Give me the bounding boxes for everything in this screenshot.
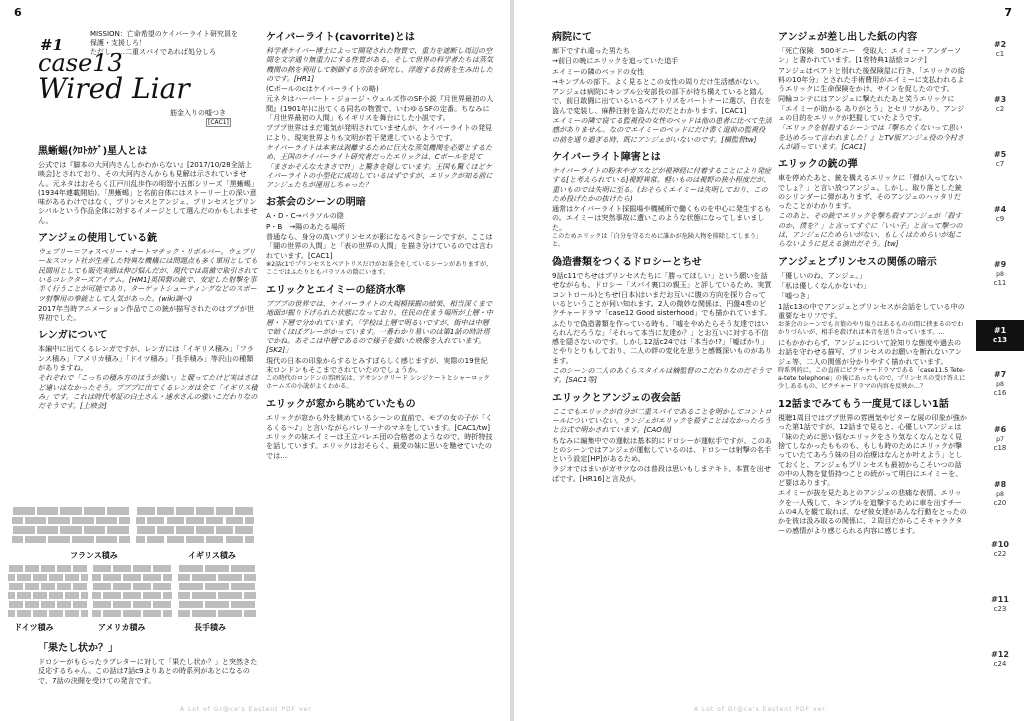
paragraph: 科学者ケイバー博士によって開発された物質で、重力を遮断し周辺の空間を文字通り無重力にする性質がある。そして世界の科学者たちは蒸気機関の熱を利用して制御する方法を研究し、浮遊する技術を生み出したのです。[HR1] [266,46,493,83]
brick [107,507,129,515]
tab-episode-label: #9 [993,260,1007,269]
brick [65,592,79,599]
heading-economy: エリックとエイミーの経済水準 [266,284,406,296]
brick [244,610,256,617]
brick [93,583,111,590]
brick [205,583,229,590]
case-header [20,30,240,145]
paragraph: 視聴1周目ではププ世界の雰囲気やピターな展の印象が強かった第1話ですが、12話まで見ると、心優しいアンジェは「妹のために思い悩むエリックをさり気なくなんとなく見捨てしなかったもものも、もしも時のためにエリックが撃っていたてあろう妹の目の治療はなんとか叶えよう」としておくと、アンジェもプリンセスも最初からこそいつの話の中の人物を覚悟持つことの続がって明白にエイミーを、ど要はあります。 [778,413,967,488]
left-column-1-bottom [38,642,258,712]
brick [153,583,171,590]
brick [113,583,131,590]
tab-episode-label: #6 [993,425,1007,434]
brick [37,526,59,534]
paragraph: プププの世界では、ケイバーライトの大規模採掘の結果、相当深くまで地面が掘り下げられた状態になっており、住民の住まう場所が上層・中層・下層で分かれています。「学校は上層で明るいですが、街中は中層で暗くほぼグレーがかっています。一番わかり易いのは第1話の時計塔でかね。あそこは中層であるので様子を描いた映像を入れています。[SK2]」 [266,298,493,355]
brick-wall-english [136,506,254,544]
tab-episode-label: #5 [993,150,1007,159]
paragraph: このシーンの二人のあくらスタイルは楠監督のこだわりなのだそうです。[SAC1等] [552,366,772,385]
brick [235,526,253,534]
brick [72,517,94,525]
left-column-1 [38,138,258,508]
brick [192,610,216,617]
heading-brick: レンガについて [38,330,108,342]
brick [25,583,39,590]
brick [57,565,71,572]
brick [235,507,253,515]
heading-kurotokage: 黒蜥蜴(ｸﾛﾄｶｹﾞ)星人とは [38,146,148,157]
brick [57,601,71,608]
brick [25,601,39,608]
brick [73,565,87,572]
brick [147,517,165,525]
paragraph: 普通なら、身分の高いプリンセスが影になるべきシーンですが、ここは「闇の世界の人間」と「表の世界の人間」を描き分けているのでは言われています。[CAC1] [266,232,493,260]
brick [179,565,203,572]
paragraph: ドロシーがもらったラブレターに対して「果たし状か？」と突然きた反応するちゃん。この話は7話c9よりあとの時系列があとになるので、7話の決闘を受けての発言です。 [38,657,258,685]
tab-cut-label: c23 [993,605,1007,613]
brick [123,610,141,617]
tab-episode-label: #2 [993,40,1007,49]
brick [143,592,161,599]
brick [73,601,87,608]
tab-episode[interactable] [976,595,1024,614]
brick [206,517,224,525]
paragraph: 車を停めたあと、銃を構えるエリックに「弾が入ってないでしょ？」と言い放つアンジェ。しかし、取り落とした銃のシリンダーに弾がありまず、そのアンジェのハッタリだったことがわかります。 [778,173,963,211]
paragraph: →前日の晩にエリックを追っていた追手 [552,56,679,66]
brick [157,526,175,534]
heading-cavorite: ケイバーライト(cavorrite)とは [266,32,415,43]
tab-cut-label: c9 [995,215,1005,223]
brick [136,536,145,544]
tab-cut-label: c16 [993,389,1007,397]
brick [65,574,79,581]
paragraph: 同輪コンテにはアンジェに撃たれたあと笑うエリックに「エイミーが助かる ありがとう」とセリフがあり、アンジェの目的をエリックが把握していたようです。 [778,94,965,123]
paragraph: 「優しいのね、アンジェ。」 [778,270,867,280]
brick [196,526,214,534]
paragraph: アンジェは病院にキンブル公安部長の部下が待ち構えていると踏んで、前日敢闘に出ているいるベアトリスをパートナーに選び、白衣を盗んで変装し、麻酔注射を盗んだのだとわかります。[CAC1] [552,87,772,115]
mission-line-2: 保護・支援しろ！ [90,39,146,47]
tab-episode-label: #3 [993,95,1007,104]
heading-relationship: アンジェとプリンセスの関係の暗示 [778,256,937,268]
brick [72,536,94,544]
brick [17,592,31,599]
tab-episode[interactable] [976,320,1024,351]
tab-episode[interactable] [976,260,1024,288]
episode-number: #1 [40,36,64,54]
brick [81,574,88,581]
brick [218,574,242,581]
tab-episode-label: #4 [993,205,1007,214]
brick [192,592,216,599]
paragraph: ※2話c1でプリンセスとベアトリスだけがお茶会をしているシーンがありますが、ここではふたりともパラソルの陰にいます。 [266,260,493,276]
tab-page-label: p8 [996,491,1004,498]
tab-episode[interactable] [976,150,1024,169]
brick-wall-german [8,564,88,618]
brick [205,601,229,608]
brick [196,507,214,515]
brick [96,536,118,544]
brick [133,583,151,590]
brick [49,574,63,581]
brick [231,601,255,608]
paragraph: A・D・C→パラソルの陰 [266,211,344,221]
brick [57,583,71,590]
brick [33,574,47,581]
brick [81,610,88,617]
tab-episode-label: #1 [993,326,1007,335]
brick-wall-stretcher [178,564,256,618]
brick [163,610,172,617]
paragraph: プププ世界はまだ電気が発明されていませんが、ケイバーライトの発見により、現実世界よりも文明が若干発達しているようです。 [266,123,493,142]
brick [8,610,15,617]
paragraph: 「私は優しくなんかないわ」 [778,280,871,290]
heading-bullet: エリックの銃の弾 [778,159,858,171]
paragraph: 2017年当時アニメーション作品でこの銃が描写されたのはププが世界初でした。 [38,303,255,323]
mission-line-3: ただし……二重スパイであれば処分しろ [90,48,216,56]
brick [216,526,234,534]
paragraph: 時系列的に、この直前にピクチャードラマである「case11.5 Tete-a-tete telephone」の後にあったもので、プリンセスの受け答えに少しあるもの、ピクチャードラマの内容を反映か…？ [778,367,966,391]
paragraph: エイミーが抜を見たあとのアンジェの悲痛な表情、エリックを一人残して、キンプルを追撃するために車を出すチームの4人を観て取れば、なぜ彼女達があんな行動をとったのかを彼は汲み取るの関係に、２周目だからこそキャラクターの感情がより感じられる内容に感じます。 [778,488,967,535]
left-footer: A Lot of Gr@ce's Eastent PDF ver. [180,706,315,713]
brick-wall-french [12,506,130,544]
brick [9,601,23,608]
tab-episode[interactable] [976,205,1024,224]
brick [13,526,35,534]
case-subtitle-ref: [CAC1] [208,119,229,126]
brick [226,536,244,544]
brick [41,601,55,608]
brick [84,526,106,534]
paragraph: 現代の日本の印象からするとみすぼらしく感じますが、実際の19世紀末ロンドンもそこまでされていたのでしょうか。 [266,355,488,375]
tab-cut-label: c11 [993,279,1007,287]
brick [37,507,59,515]
brick [206,536,224,544]
brick [176,526,194,534]
brick [143,574,161,581]
paragraph: アンジェはベアトと別れた後保険屋に行き、「エリックの給料の10年分」とされた手術費用がエイミーに支払われるようエリックに生命保険をかけ、サインを促したのです。 [778,65,965,94]
brick [17,574,31,581]
brick [137,507,155,515]
brick [178,574,190,581]
left-page-number: 6 [14,6,22,19]
brick [179,583,203,590]
brick [48,536,70,544]
paragraph: →キンプルの部下。よく見るとこの女性の周りだけ生活感がない。 [552,76,764,86]
brick [48,517,70,525]
brick [41,565,55,572]
tab-page-label: p7 [996,436,1004,443]
brick [73,583,87,590]
paragraph: P・B →陽のあたる場所 [266,221,345,231]
brick [92,574,101,581]
brick [41,583,55,590]
brick [49,610,63,617]
tab-episode-label: #12 [991,650,1009,659]
right-page [514,0,1024,721]
brick [123,592,141,599]
brick [25,517,47,525]
brick [153,601,171,608]
tab-cut-label: c1 [995,50,1005,58]
brick-wall-american [92,564,172,618]
paragraph: 「死亡保険 500ギニー 受取人：エイミー・アンダーソン」と書かれています。[1巻特典1話絵コンテ] [778,46,961,65]
brick [186,517,204,525]
tab-episode[interactable] [976,650,1024,669]
tab-episode[interactable] [976,370,1024,398]
brick [9,583,23,590]
heading-window: エリックが窓から眺めていたもの [266,399,416,411]
brick [133,565,151,572]
brick [81,592,88,599]
paragraph: 9話c11でちせはプリンセスたちに「勝ってほしい」という願いを話せながらも、ドロシー「スパイ裏口の親玉」と評しているため、実質コントロール)とちせ(日本)はいまだお互いに腹の方向を探り合っているということが伺い知れます。2人の微妙な関係は、円盤4巻のピクチャードラマ「case12 Good sisterhood」でも描かれています。 [552,271,772,318]
tab-episode[interactable] [976,40,1024,59]
paragraph: 「エリックを射殺するシーンでは『撃ちたくないって思いを込めろって言われました！』とTV版アンジェ役の今村さんが語っています。[CAC1] [778,123,964,151]
tab-episode-label: #7 [993,370,1007,379]
brick [137,526,155,534]
tab-episode-label: #11 [991,595,1009,604]
heading-night-talk: エリックとアンジェの夜会話 [552,392,681,404]
right-column-1 [552,24,772,712]
brick [92,610,101,617]
brick [157,507,175,515]
brick [244,592,256,599]
brick [103,574,121,581]
brick [65,610,79,617]
brick [153,565,171,572]
tab-cut-label: c2 [995,105,1005,113]
brick [147,536,165,544]
paragraph: ふたりで偽造書類を作っている時も、「嘘をやめたらそう友達ではいられんだろうな」「それって本当に友達か？」とお互いに対する不信感を隠さないのです。しかし12話c24では「本当か!?」「嘘ばかり」とやりとりもしており、二人の絆の変化を思うと感慨深いものがあります。 [552,318,772,365]
heading-gun: アンジェの使用している銃 [38,233,158,245]
brick [60,507,82,515]
heading-paper: アンジェが差し出した紙の内容 [778,32,918,43]
left-column-2 [266,24,494,712]
brick [33,592,47,599]
brick-label-german: ドイツ積み [14,623,54,632]
tab-episode-label: #10 [991,540,1009,549]
paragraph: 廊下ですれ違った男たち [552,46,631,55]
tab-cut-label: c13 [993,336,1007,344]
brick [93,601,111,608]
brick [226,517,244,525]
heading-tea-party: お茶会のシーンの明暗 [266,197,366,209]
brick [113,565,131,572]
tab-page-label: p8 [996,271,1004,278]
brick [103,610,121,617]
paragraph: エリックが窓から外を眺めているシーンの直前で、モブの女の子が「くるくる～♪」と言いながらバレリーナのマネをしています。[CAC1/tw]エリックの妹エイミーは王立バレエ団の合格者のようなので、時折特技を話しています。エリックはおそらく、最愛の妹に思いを馳せていたのでは… [266,413,493,460]
brick [13,507,35,515]
mission-line-1: MISSION：亡命希望のケイバーライト研究員を [90,30,238,38]
brick [25,536,47,544]
paragraph: このあと、その銃でエリックを撃ち殺すアンジェが「殺すのか、僕を？」と言ってすぐに「いい子」と言って撃つのは、アンジェにためらいがない、もしくはためらいが起こらないように見える演出だそう。[tw] [778,211,963,249]
tab-episode[interactable] [976,540,1024,559]
heading-rewatch: 12話までみてもう一度見てほしい1話 [778,399,949,411]
brick [107,526,129,534]
brick [205,565,229,572]
brick [167,517,185,525]
brick [25,565,39,572]
tab-page-label: p8 [996,381,1004,388]
brick [49,592,63,599]
heading-hospital: 病院にて [552,32,592,43]
brick-label-stretcher: 長手積み [194,623,226,632]
case-title: Wired Liar [38,72,190,105]
brick [60,526,82,534]
brick [133,601,151,608]
paragraph: ケイバーライトは本来は剥離するために巨大な蒸気機関を必要とするため、王国のケイバーライト研究者だったエリックは、Cボールを見て「まさかそんな大きさで?!」と驚きを隠しています。王国も驚くほどケイバーライトの小型化に成功しているはずですが、エリックが知る前にアンジェたちが運用しちゃった？ [266,142,493,190]
brick [245,536,254,544]
brick [176,507,194,515]
paragraph: ウェブリー＝フォスベリー・オートマチック・リボルバー。ウェブリー＆スコット社が生産した特異な機構には問題点も多く軍用としても民間用としても販売実績は伸び悩んだが、現代では高値で取引されているコレクターズアイテム。[HM1]英国製の銃で、安定した射撃を事半く行うことが可能であり、ターゲットシューティングなどのスポーツ射撃用の拳銃として人気があった。(wiki調べ) [38,247,258,303]
right-column-2 [778,24,968,712]
brick [12,536,23,544]
case-number: case13 [38,49,123,77]
brick-label-english: イギリス積み [188,551,236,560]
heading-hatashijou: 「果たし状か？」 [38,643,118,654]
brick [123,574,141,581]
tab-cut-label: c24 [993,660,1007,668]
tab-episode-label: #8 [993,480,1007,489]
paragraph: 「嘘つき」 [778,291,814,301]
paragraph: 1話c13の中でアンジェとプリンセスが会話をしている中の重要なセリフです。 [778,301,965,320]
paragraph: ラジオではまいがガサツなのは普段は思いもしまテキト、本質を出せばです。[HR16]と言及が。 [552,464,771,483]
brick [163,574,172,581]
left-page [0,0,510,721]
brick [245,517,254,525]
tab-cut-label: c7 [995,160,1005,168]
brick [9,565,23,572]
brick-label-american: アメリカ積み [98,623,146,632]
paragraph: エイミーの隣で寝てる監視役の女性のベッドは他の患者に比べて生活感がありません。なのでエイミーのベッドにだけ書く道前の監視役の前を通り過ぎる時、既にアンジェがいないのです。[構監督tw] [552,116,772,144]
brick [163,592,172,599]
paragraph: お茶会のシーンでも言葉のやり取りはあるものの間に挟まるのでわかりづらいが、相手を殺げれば本音を送り合っています。… [778,321,964,337]
heading-forged-documents: 偽造書類をつくるドロシーとちせ [552,257,702,269]
brick [119,536,130,544]
paragraph: ここでもエリックが自分が二重スパイであることを明かしてコントロールについていない、ランジェがエリックを殺すことはなかったろうと公式で明かされています。[CAO他] [552,406,772,435]
brick [186,536,204,544]
brick [33,610,47,617]
brick [103,592,121,599]
brick [96,517,118,525]
brick [167,536,185,544]
paragraph: ちなみに編集中での運転は基本的にドロシーが運転手ですが、このあとのシーンではアンジェが運転しているのは、ドロシーは射撃の名手という設定[HP]があるため。 [552,435,772,464]
brick [119,517,130,525]
brick [179,601,203,608]
right-footer: A Lot of Gr@ce's Eastent PDF ver. [694,706,829,713]
brick-illustrations [8,500,258,650]
brick [17,610,31,617]
tab-episode[interactable] [976,480,1024,508]
tab-cut-label: c22 [993,550,1007,558]
tab-episode[interactable] [976,425,1024,453]
brick [178,592,190,599]
paragraph: 通常はケイバーライト採掘場や機械所で働くものを中心に発生するもの。エイミーは突然事故に遭いこのような状態になってしまいました。 [552,204,772,232]
brick [136,517,145,525]
brick [12,517,23,525]
paragraph: (Cボールのcはケイバーライトの略) [266,84,379,94]
brick [231,565,255,572]
brick [113,601,131,608]
brick-label-french: フランス積み [70,551,118,560]
paragraph: にもかかわらず、アンジェについて詮知りな態度や過去のお話を守わせる描写、プリンセスのお願いを断れないアンジェ等、二人の関係が分かりやすく描かれています。 [778,338,962,366]
brick [192,574,216,581]
brick [93,565,111,572]
tab-episode[interactable] [976,95,1024,114]
paragraph: それぞれで「こっちの積み方のほうが強い」と競ってたけど実はさほど違いはなかったそう。プププに出てくるレンガは全て「イギリス積み」です。これは時代考証の白土さん・速水さんの強いこだわりなのだそうです。[上映会] [38,373,258,411]
paragraph: エイミーの隣のベッドの女性 [552,66,645,76]
brick [84,507,106,515]
paragraph: このためエリックは「白分を守るために誰かが危険人物を排除してしまう」と。 [552,233,763,249]
paragraph: 元ネタはハーバート・ジョージ・ウェルズ作のSF小説『月世界最初の人間』(1901年)に出てくる同名の物質で、いわゆるSFの定番。ちなみに「月世界最初の人間」もイギリスを舞台にした小説です。 [266,94,494,123]
brick [218,610,242,617]
heading-cavorite-disorder: ケイバーライト障害とは [552,151,661,163]
case-subtitle: 筋金入りの嘘つき [170,109,226,117]
brick [244,574,256,581]
brick [92,592,101,599]
brick [143,610,161,617]
tab-cut-label: c20 [993,499,1007,507]
paragraph: ケイバーライトの粉末やガスなどが視神経に付着することにより発症する[と考えられている]視野異常。軽いものは視野の狭小程度だが、重いものでは失明に至る。(おそらくエイミーは失明しており、このため投げたかの抜けたら) [552,165,772,203]
right-page-number: 7 [1004,6,1012,19]
tab-cut-label: c18 [993,444,1007,452]
brick [218,592,242,599]
paragraph: 本編中に出てくるレンガですが、レンガには「イギリス積み」「フランス積み」「アメリカ積み」「ドイツ積み」「長手積み」等沢山の種類がありますね。 [38,344,254,373]
brick [216,507,234,515]
brick [8,592,15,599]
paragraph: 公式では『脚本の大河内さんしかわからない』[2017/10/28全話上映会]とされており、その大河内さんからも見解は示されていません。元ネタはおそらく江戸川乱歩作の明智小五郎シリーズ「黒蜥蜴」(1934年連載開始)。「黒蜥蜴」と名前自体にはストーリー上の深い意味があるわけではなく、プリンセスとアンジェ、プリンセスとプリンシパルという作品全体に対するイメージとして選んだのかもしれません。 [38,160,258,225]
paragraph: この時代のロンドンの雰囲気は、アサシンクリード シンジケートとシャーロックホームズの小説がよくわかる。 [266,375,490,391]
brick [178,610,190,617]
brick [8,574,15,581]
brick [231,583,255,590]
